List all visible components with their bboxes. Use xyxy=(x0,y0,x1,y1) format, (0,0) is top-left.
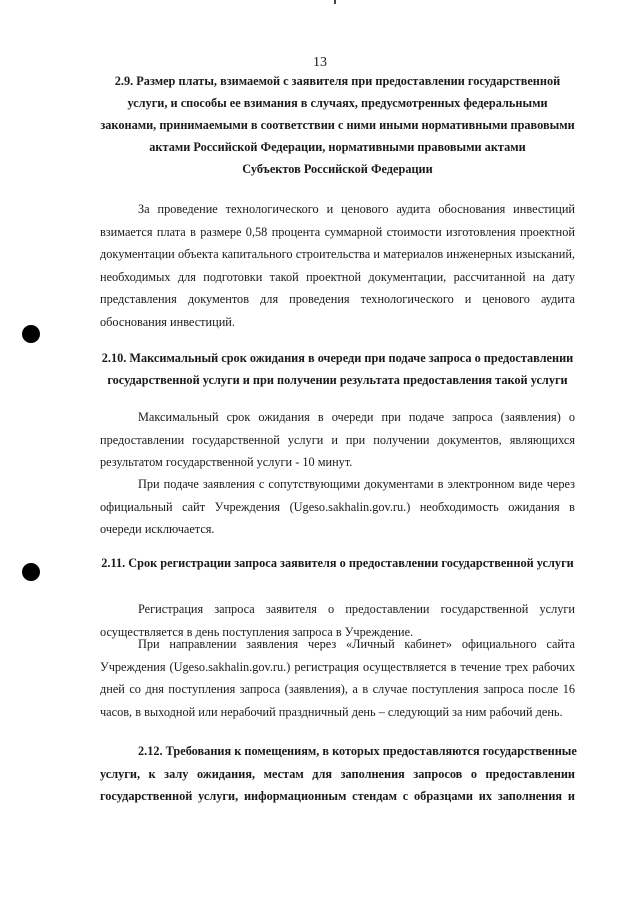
section-2-11-paragraph-2 xyxy=(100,633,575,723)
section-2-10-heading xyxy=(100,347,575,391)
punch-hole xyxy=(22,325,40,343)
paragraph-line: представления документов для проведения технологического и ценового аудита xyxy=(100,292,575,306)
page-number: 13 xyxy=(313,55,327,70)
heading-line: государственной услуги и при получении результата предоставления такой услуги xyxy=(107,373,568,387)
heading-line: актами Российской Федерации, нормативными правовыми актами xyxy=(149,140,526,154)
paragraph-line: Учреждения (Ugeso.sakhalin.gov.ru.) регистрация осуществляется в течение трех рабочих xyxy=(100,659,575,674)
heading-line: 2.10. Максимальный срок ожидания в очереди при подаче запроса о предоставлении xyxy=(101,351,574,365)
paragraph-line: дней со дня поступления запроса (заявления), а в случае поступления запроса после 16 xyxy=(100,682,575,696)
paragraph-line: документации объекта капитального строительства и материалов инженерных изысканий, xyxy=(100,247,575,261)
paragraph-line: осуществляется в день поступления запроса в Учреждение. xyxy=(100,624,414,639)
heading-line: государственной услуги, информационным стендам с образцами их заполнения и xyxy=(100,789,575,803)
paragraph-line: необходимых для подготовки такой проектной документации, рассчитанной на дату xyxy=(100,269,575,284)
paragraph-line: предоставлении государственной услуги и при получении документов, являющихся xyxy=(100,432,575,447)
heading-line: 2.9. Размер платы, взимаемой с заявителя при предоставлении государственной xyxy=(114,74,561,88)
heading-line: законами, принимаемыми в соответствии с ними иными нормативными правовыми xyxy=(100,118,575,132)
paragraph-line: обоснования инвестиций. xyxy=(100,314,235,329)
heading-line: 2.11. Срок регистрации запроса заявителя о предоставлении государственной услуги xyxy=(101,556,574,570)
paragraph-line: взимается плата в размере 0,58 процента суммарной стоимости изготовления проектной xyxy=(100,224,575,239)
heading-line: Субъектов Российской Федерации xyxy=(242,162,433,176)
paragraph-line: При направлении заявления через «Личный кабинет» официального сайта xyxy=(138,637,575,651)
section-2-10-paragraph-2 xyxy=(100,473,575,541)
scan-mark xyxy=(334,0,336,4)
section-2-12-heading xyxy=(100,740,575,808)
section-2-9-heading xyxy=(100,70,575,180)
paragraph-line: очереди исключается. xyxy=(100,522,215,536)
section-2-9-paragraph xyxy=(100,198,575,333)
section-2-11-heading xyxy=(100,552,575,574)
heading-line: 2.12. Требования к помещениям, в которых предоставляются государственные xyxy=(138,744,577,758)
paragraph-line: часов, в выходной или нерабочий праздничный день – следующий за ним рабочий день. xyxy=(100,704,563,719)
punch-hole xyxy=(22,563,40,581)
paragraph-line: результатом государственной услуги - 10 минут. xyxy=(100,455,353,469)
heading-line: услуги, к залу ожидания, местам для заполнения запросов о предоставлении xyxy=(100,766,575,781)
paragraph-line: Регистрация запроса заявителя о предоставлении государственной услуги xyxy=(138,602,575,616)
paragraph-line: официальный сайт Учреждения (Ugeso.sakhalin.gov.ru.) необходимость ожидания в xyxy=(100,499,575,514)
heading-line: услуги, и способы ее взимания в случаях, предусмотренных федеральными xyxy=(127,96,548,110)
paragraph-line: Максимальный срок ожидания в очереди при подаче запроса (заявления) о xyxy=(138,410,575,424)
section-2-10-paragraph-1 xyxy=(100,406,575,474)
paragraph-line: При подаче заявления с сопутствующими документами в электронном виде через xyxy=(138,477,575,491)
paragraph-line: За проведение технологического и ценового аудита обоснования инвестиций xyxy=(138,202,575,216)
